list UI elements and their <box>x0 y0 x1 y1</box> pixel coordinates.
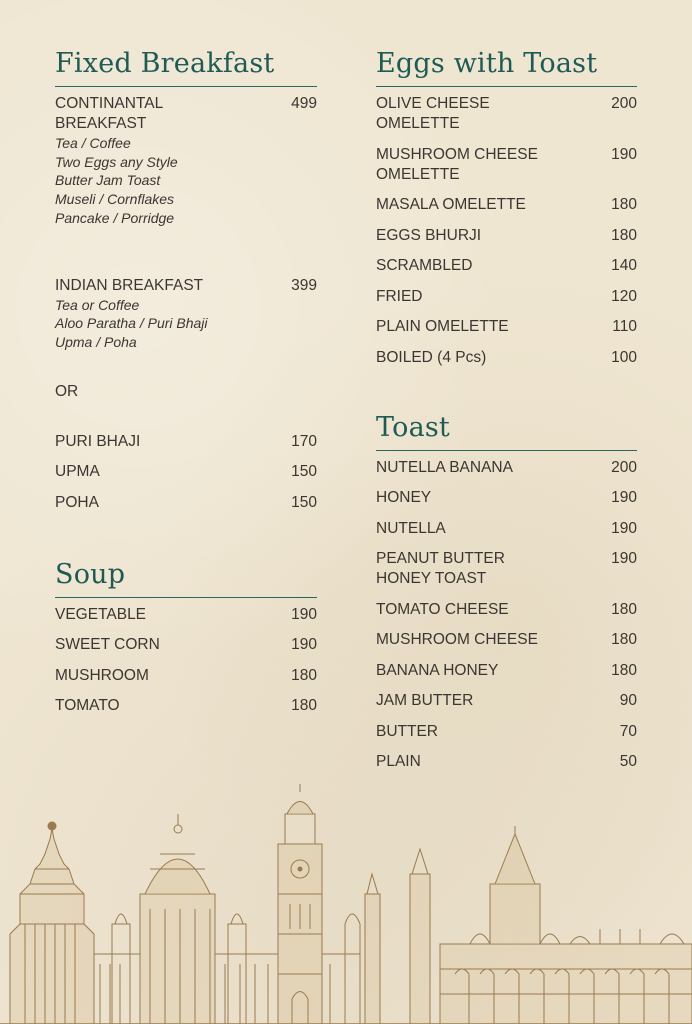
item-price: 180 <box>291 666 317 684</box>
item-name: UPMA <box>55 463 100 481</box>
menu-item <box>376 317 637 337</box>
item-name: BOILED (4 Pcs) <box>376 348 487 366</box>
item-name: INDIAN BREAKFAST <box>55 276 204 294</box>
item-price: 120 <box>611 287 637 305</box>
item-name: PLAIN OMELETTE <box>376 318 509 335</box>
item-name: FRIED <box>376 287 423 305</box>
item-name: MUSHROOM CHEESE OMELETTE <box>376 145 538 183</box>
item-price: 150 <box>291 463 317 481</box>
menu-item <box>55 666 317 686</box>
continental-includes <box>55 134 317 228</box>
menu-item <box>55 493 317 513</box>
city-skyline-illustration <box>0 784 692 1024</box>
include-line: Upma / Poha <box>55 333 137 350</box>
item-price: 190 <box>611 145 637 163</box>
menu-item <box>376 600 637 620</box>
menu-item <box>376 195 637 215</box>
left-column <box>55 48 317 727</box>
item-price: 180 <box>611 600 637 618</box>
menu-item <box>376 287 637 307</box>
include-line: Two Eggs any Style <box>55 153 178 170</box>
item-name: VEGETABLE <box>55 605 147 623</box>
menu-item <box>376 488 637 508</box>
menu-item <box>55 462 317 482</box>
menu-item <box>376 549 637 589</box>
item-price: 70 <box>619 722 637 740</box>
menu-item <box>376 145 637 185</box>
item-name: EGGS BHURJI <box>376 226 482 244</box>
menu-item <box>55 696 317 716</box>
item-price: 180 <box>611 196 637 213</box>
item-name: SWEET CORN <box>55 636 160 654</box>
item-price: 180 <box>611 661 637 679</box>
section-title-soup: Soup <box>55 559 317 598</box>
section-title-eggs-with-toast: Eggs with Toast <box>376 48 637 87</box>
item-price: 190 <box>611 489 637 506</box>
item-price: 110 <box>612 318 637 335</box>
item-price: 399 <box>291 276 317 294</box>
menu-item-continental-breakfast <box>55 94 317 134</box>
item-name: CONTINANTAL BREAKFAST <box>55 95 163 132</box>
item-name: TOMATO CHEESE <box>376 600 509 618</box>
section-title-fixed-breakfast: Fixed Breakfast <box>55 48 317 87</box>
include-line: Pancake / Porridge <box>55 209 175 226</box>
temple-tower-left <box>10 822 94 1024</box>
item-name: POHA <box>55 493 99 511</box>
item-name: NUTELLA <box>376 519 446 537</box>
menu-item <box>376 256 637 276</box>
item-price: 100 <box>611 348 637 366</box>
menu-item <box>376 691 637 711</box>
item-name: NUTELLA BANANA <box>376 458 513 476</box>
item-name: MUSHROOM <box>55 666 149 684</box>
right-palace <box>440 826 692 1024</box>
menu-item <box>55 605 317 625</box>
item-price: 200 <box>611 95 637 112</box>
toast-list <box>376 458 637 773</box>
menu-item <box>376 752 637 772</box>
item-name: SCRAMBLED <box>376 257 473 274</box>
item-name: PEANUT BUTTER HONEY TOAST <box>376 550 505 587</box>
menu-item <box>376 458 637 478</box>
clock-tower <box>278 784 322 1024</box>
item-name: MUSHROOM CHEESE <box>376 631 538 648</box>
item-name: PLAIN <box>376 753 421 770</box>
or-label: OR <box>55 382 79 400</box>
item-price: 170 <box>291 432 317 450</box>
item-price: 190 <box>291 636 317 654</box>
menu-item-indian-breakfast <box>55 276 317 296</box>
item-name: PURI BHAJI <box>55 432 141 450</box>
section-title-toast: Toast <box>376 412 637 451</box>
item-name: BANANA HONEY <box>376 661 499 679</box>
menu-item <box>55 432 317 452</box>
item-name: OLIVE CHEESE OMELETTE <box>376 95 490 132</box>
soup-list <box>55 605 317 717</box>
item-price: 90 <box>619 692 637 709</box>
include-line: Butter Jam Toast <box>55 172 161 189</box>
indian-includes <box>55 296 317 352</box>
eggs-list <box>376 94 637 368</box>
item-price: 180 <box>611 631 637 648</box>
menu-item <box>376 722 637 742</box>
item-price: 180 <box>611 226 637 244</box>
item-price: 200 <box>611 458 637 476</box>
include-line: Tea / Coffee <box>55 135 131 151</box>
include-line: Tea or Coffee <box>55 296 140 313</box>
item-price: 190 <box>291 605 317 623</box>
item-price: 150 <box>291 493 317 511</box>
item-price: 180 <box>291 697 317 715</box>
item-name: BUTTER <box>376 722 438 740</box>
menu-item <box>55 635 317 655</box>
item-name: HONEY <box>376 489 432 506</box>
item-price: 190 <box>611 519 637 537</box>
item-price: 50 <box>619 753 637 770</box>
include-line: Museli / Cornflakes <box>55 191 175 208</box>
item-name: MASALA OMELETTE <box>376 196 526 213</box>
include-line: Aloo Paratha / Puri Bhaji <box>55 315 208 332</box>
twin-towers <box>345 849 430 1024</box>
menu-item <box>376 348 637 368</box>
menu-item <box>376 630 637 650</box>
item-name: JAM BUTTER <box>376 692 474 709</box>
fixed-breakfast-list <box>55 94 317 513</box>
right-column <box>376 48 637 783</box>
menu-item <box>376 226 637 246</box>
menu-item <box>376 94 637 134</box>
item-price: 499 <box>291 95 317 112</box>
menu-item <box>376 519 637 539</box>
menu-item <box>376 661 637 681</box>
item-name: TOMATO <box>55 697 120 715</box>
item-price: 190 <box>611 550 637 567</box>
domed-palace <box>112 814 246 1024</box>
item-price: 140 <box>611 257 637 274</box>
